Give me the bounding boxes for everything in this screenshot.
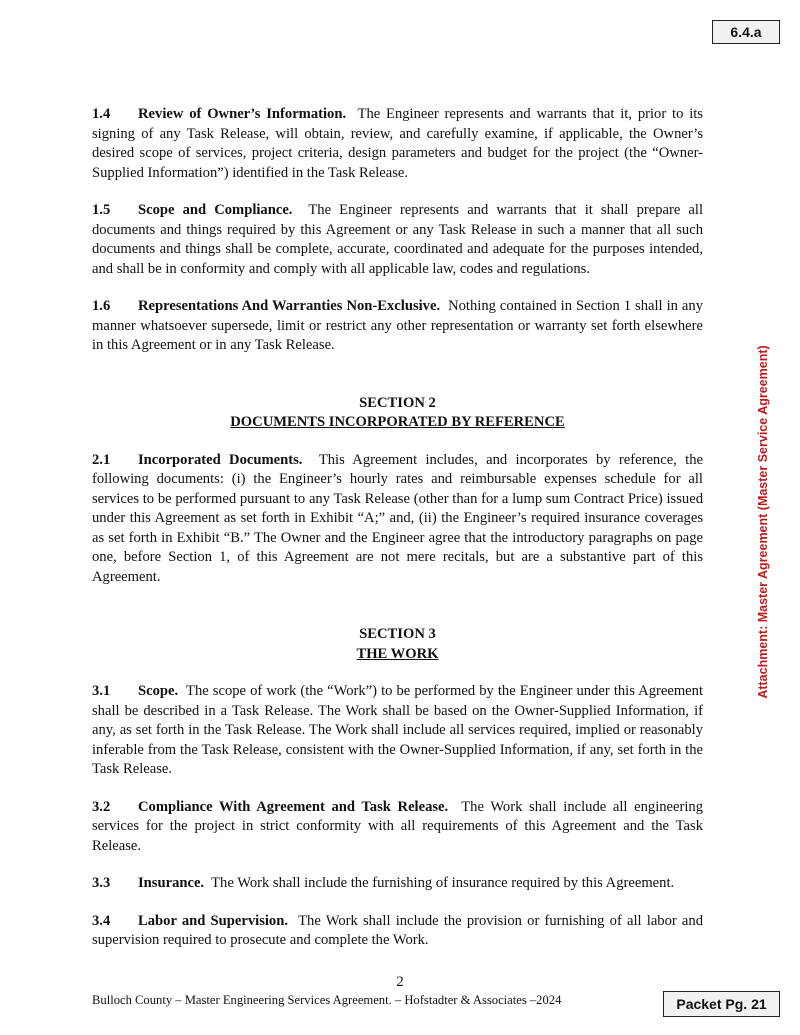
clause-2-1 xyxy=(92,451,703,588)
clause-text: The Work shall include all engineering services for the project in strict conformity with all requirements of this Agreement and the Task Release. xyxy=(92,798,704,854)
clause-number: 1.6 xyxy=(92,298,111,314)
clause-text: Nothing contained in Section 1 shall in any manner whatsoever supersede, limit or restrict any other representation or warranty set forth elsewhere in this Agreement or in any Task Release. xyxy=(92,298,703,353)
packet-page-label: Packet Pg. 21 xyxy=(663,991,780,1017)
footer-text: Bulloch County – Master Engineering Services Agreement. – Hofstadter & Associates –2024 xyxy=(92,993,562,1007)
clause-number: 1.5 xyxy=(92,202,111,218)
section-subtitle: DOCUMENTS INCORPORATED BY REFERENCE xyxy=(230,414,565,430)
clause-text: This Agreement includes, and incorporates by reference, the following documents: (i) the Engineer’s hourly rates and reimbursable expenses schedule for all services to be performed pursuant to any Task Release (other than for a lump sum Contract Price) issued under this Agreement as set forth in Exhibit “A;” and, (ii) the Engineer’s required insurance coverages as set forth in Exhibit “B.” The Owner and the Engineer agree that the introductory paragraphs on page one, before Section 1, of this Agreement are not mere recitals, but are a substantive part of this Agreement. xyxy=(92,451,703,585)
section-3-header xyxy=(92,625,703,664)
clause-text: The Work shall include the provision or furnishing of all labor and supervision required to prosecute and complete the Work. xyxy=(92,912,703,948)
section-subtitle: THE WORK xyxy=(356,645,439,662)
clause-3-4 xyxy=(92,912,703,951)
clause-heading: Incorporated Documents. xyxy=(138,451,303,468)
clause-heading: Scope. xyxy=(138,683,179,699)
clause-text: The Engineer represents and warrants that it, prior to its signing of any Task Release, will obtain, review, and carefully examine, if applicable, the Owner’s desired scope of services, project criteria, design parameters and budget for the project (the “Owner-Supplied Information”) identified in the Task Release. xyxy=(92,106,703,181)
clause-1-6 xyxy=(92,297,703,356)
clause-text: The scope of work (the “Work”) to be performed by the Engineer under this Agreement shall be described in a Task Release. The Work shall be based on the Owner-Supplied Information, if any, as set forth in the Task Release. The Work shall include all services required, implied or reasonably inferable from the Task Release, consistent with the Owner-Supplied Information, if any, set forth in the Task Release. xyxy=(92,683,703,777)
clause-1-4 xyxy=(92,105,703,183)
clause-3-2 xyxy=(92,798,703,857)
clause-3-1 xyxy=(92,682,703,780)
clause-text: The Engineer represents and warrants that it shall prepare all documents and things required by this Agreement or any Task Release in such a manner that all such documents and things shall be complete, accurate, coordinated and adequate for the purposes intended, and shall be in conformity and comply with all applicable law, codes and regulations. xyxy=(92,202,703,277)
clause-3-3 xyxy=(92,874,703,894)
clause-heading: Review of Owner’s Information. xyxy=(138,106,347,122)
clause-heading: Insurance. xyxy=(138,875,205,891)
page-number: 2 xyxy=(396,974,404,990)
clause-1-5 xyxy=(92,201,703,279)
clause-number: 3.4 xyxy=(92,912,111,929)
clause-number: 1.4 xyxy=(92,106,111,122)
section-title: SECTION 3 xyxy=(359,626,436,642)
clause-heading: Representations And Warranties Non-Exclusive. xyxy=(138,298,441,314)
clause-number: 3.1 xyxy=(92,683,111,699)
clause-number: 3.3 xyxy=(92,875,111,891)
clause-text: The Work shall include the furnishing of insurance required by this Agreement. xyxy=(211,875,675,891)
document-body xyxy=(92,105,703,969)
attachment-side-note: Attachment: Master Agreement (Master Service Agreement) xyxy=(756,345,770,699)
section-title: SECTION 2 xyxy=(359,394,436,411)
section-2-header xyxy=(92,394,703,433)
clause-heading: Labor and Supervision. xyxy=(138,912,288,929)
clause-heading: Scope and Compliance. xyxy=(138,202,293,218)
clause-heading: Compliance With Agreement and Task Release. xyxy=(138,798,449,815)
attachment-tag: 6.4.a xyxy=(712,20,780,44)
clause-number: 2.1 xyxy=(92,451,111,468)
clause-number: 3.2 xyxy=(92,798,111,815)
